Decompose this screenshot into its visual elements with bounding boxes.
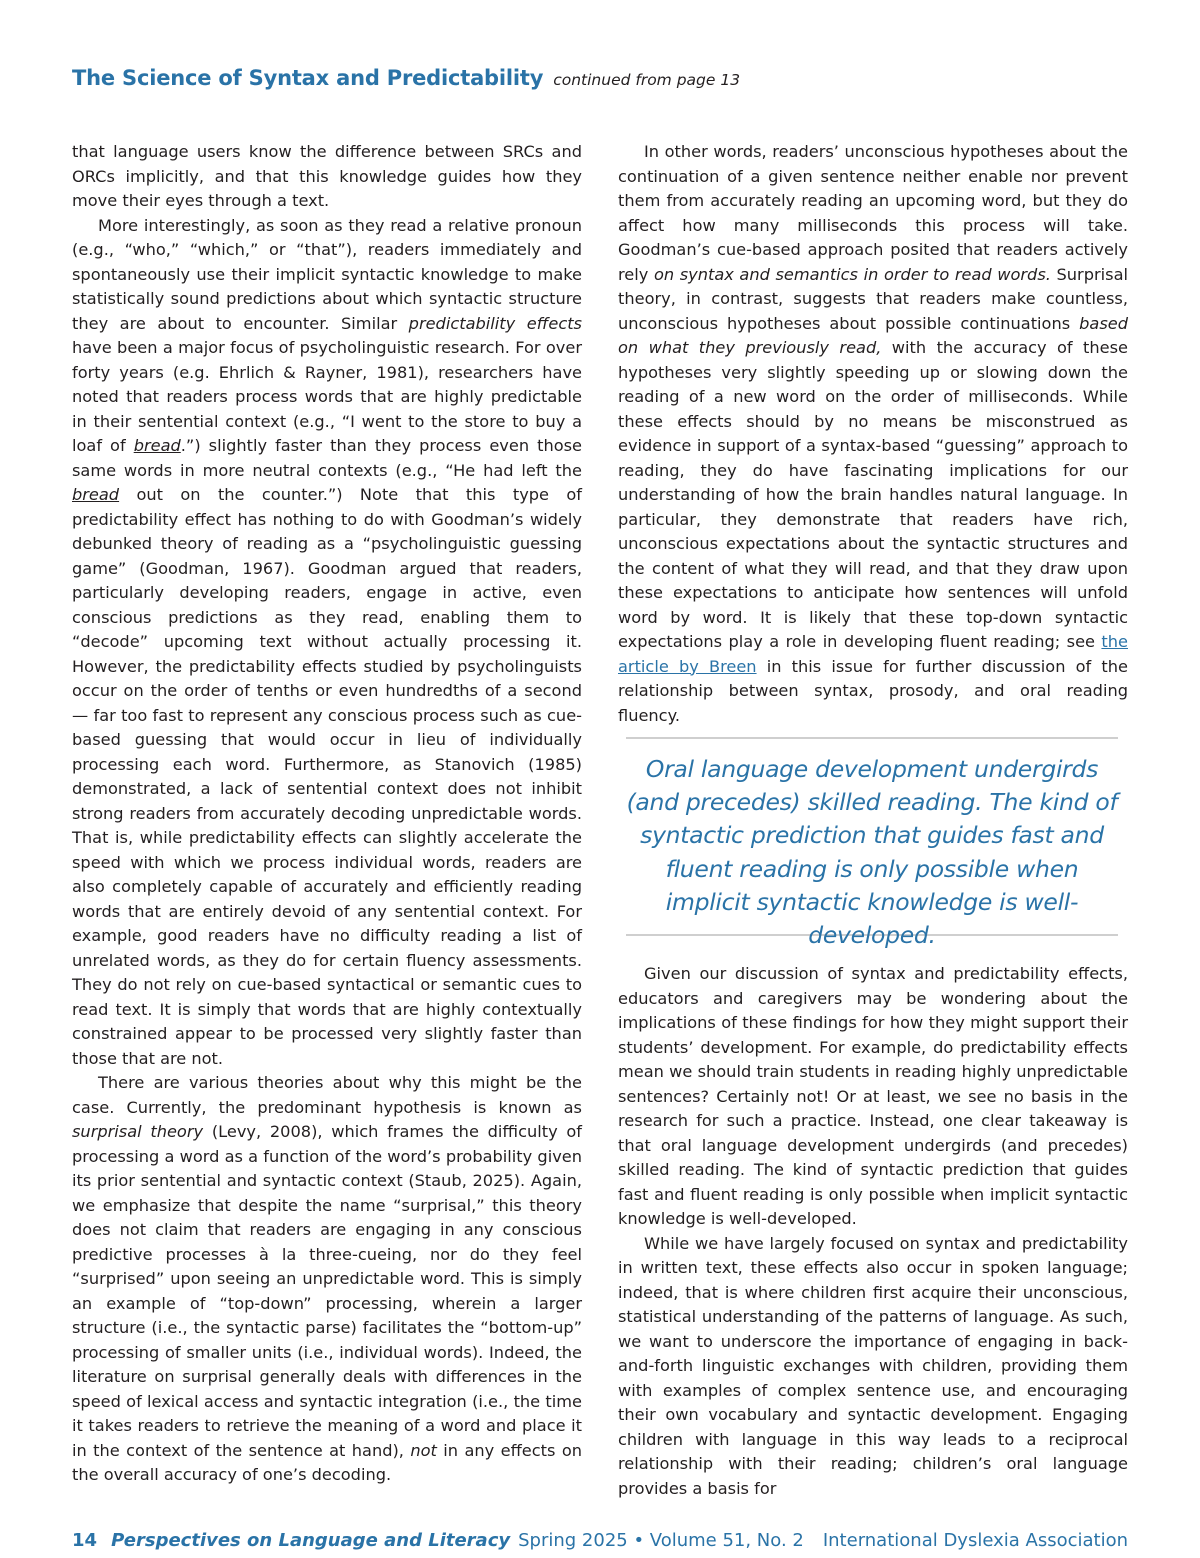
emphasis: bread [72,485,120,504]
right-column-top [618,140,1128,728]
pull-quote-text: Oral language development undergirds (and precedes) skilled reading. The kind of syntactic prediction that guides fast and fluent reading is only possible when implicit syntactic knowledge is well-developed. [626,755,1118,950]
pull-quote [626,737,1118,950]
right-column-bottom [618,962,1128,1501]
left-column [72,140,582,1488]
paragraph: that language users know the difference between SRCs and ORCs implicitly, and that this knowledge guides how they move their eyes through a text. [72,142,582,210]
continued-note: continued from page 13 [553,71,741,89]
emphasis: surprisal theory [72,1122,204,1141]
breen-article-link[interactable]: the article by Breen [618,632,1128,676]
emphasis: bread [133,436,181,455]
paragraph: More interestingly, as soon as they read a relative pronoun (e.g., “who,” “which,” or “that”), readers immediately and spontaneously use their implicit syntactic knowledge to make statistically sound predictions about which syntactic structure they are about to encounter. Similar predictability effects have been a major focus of psycholinguistic research. For over forty years (e.g. Ehrlich & Rayner, 1981), researchers have noted that readers process words that are highly predictable in their sentential context (e.g., “I went to the store to buy a loaf of bread.”) slightly faster than they process even those same words in more neutral contexts (e.g., “He had left the bread out on the counter.”) Note that this type of predictability effect has nothing to do with Goodman’s widely debunked theory of reading as a “psycholinguistic guessing game” (Goodman, 1967). Goodman argued that readers, particularly developing readers, engage in active, even conscious predictions as they read, enabling them to “decode” upcoming text without actually processing it. However, the predictability effects studied by psycholinguists occur on the order of tenths or even hundredths of a second — far too fast to represent any conscious process such as cue-based guessing that would occur in lieu of individually processing each word. Furthermore, as Stanovich (1985) demonstrated, a lack of sentential context does not inhibit strong readers from accurately decoding unpredictable words. That is, while predictability effects can slightly accelerate the speed with which we process individual words, readers are also completely capable of accurately and efficiently reading words that are entirely devoid of any sentential context. For example, good readers have no difficulty reading a list of unrelated words, as they do for certain fluency assessments. They do not rely on cue-based syntactical or semantic cues to read text. It is simply that words that are highly contextually constrained appear to be processed very slightly faster than those that are not. [72,215,583,1068]
issue-info: Spring 2025 • Volume 51, No. 2 [518,1530,804,1551]
paragraph: While we have largely focused on syntax and predictability in written text, these effects also occur in spoken language; indeed, that is where children first acquire their unconscious, statistical understanding of the patterns of language. As such, we want to underscore the importance of engaging in back-and-forth linguistic exchanges with children, providing them with examples of complex sentence use, and encouraging their own vocabulary and syntactic development. Engaging children with language in this way leads to a reciprocal relationship with their reading; children’s oral language provides a basis for [618,1233,1128,1498]
article-title: The Science of Syntax and Predictability [72,66,544,90]
paragraph: In other words, readers’ unconscious hypotheses about the continuation of a given sentence neither enable nor prevent them from accurately reading an upcoming word, but they do affect how many milliseconds this process will take. Goodman’s cue-based approach posited that readers actively rely on syntax and semantics in order to read words. Surprisal theory, in contrast, suggests that readers make countless, unconscious hypotheses about possible continuations based on what they previously read, with the accuracy of these hypotheses very slightly speeding up or slowing down the reading of a new word on the order of milliseconds. While these effects should by no means be misconstrued as evidence in support of a syntax-based “guessing” approach to reading, they do have fascinating implications for our understanding of how the brain handles natural language. In particular, they demonstrate that readers have rich, unconscious expectations about the syntactic structures and the content of what they will read, and that they draw upon these expectations to anticipate how sentences will unfold word by word. It is likely that these top-down syntactic expectations play a role in developing fluent reading; see the article by Breen in this issue for further discussion of the relationship between syntax, prosody, and oral reading fluency. [618,142,1128,725]
emphasis: based on what they previously read, [618,313,1128,357]
paragraph: There are various theories about why this might be the case. Currently, the predominant hypothesis is known as surprisal theory (Levy, 2008), which frames the difficulty of processing a word as a function of the word’s probability given its prior sentential and syntactic context (Staub, 2025). Again, we emphasize that despite the name “surprisal,” this theory does not claim that readers are engaging in any conscious predictive processes à la three-cueing, nor do they feel “surprised” upon seeing an unpredictable word. This is simply an example of “top-down” processing, wherein a larger structure (i.e., the syntactic parse) facilitates the “bottom-up” processing of smaller units (i.e., individual words). Indeed, the literature on surprisal generally deals with differences in the speed of lexical access and syntactic integration (i.e., the time it takes readers to retrieve the meaning of a word and place it in the context of the sentence at hand), not in any effects on the overall accuracy of one’s decoding. [72,1073,582,1484]
paragraph: Given our discussion of syntax and predictability effects, educators and caregivers may be wondering about the implications of these findings for how they might support their students’ development. For example, do predictability effects mean we should train students in reading highly unpredictable sentences? Certainly not! Or at least, we see no basis in the research for such a practice. Instead, one clear takeaway is that oral language development undergirds (and precedes) skilled reading. The kind of syntactic prediction that guides fast and fluent reading is only possible when implicit syntactic knowledge is well-developed. [618,964,1128,1228]
journal-title: Perspectives on Language and Literacy [111,1530,511,1551]
emphasis: on syntax and semantics in order to read words. [653,264,1051,284]
page-footer [72,1527,1128,1555]
emphasis: not [410,1440,437,1460]
emphasis: predictability effects [408,313,582,333]
page-header [72,66,740,90]
organization-name: International Dyslexia Association [822,1530,1128,1551]
page-number: 14 [72,1530,98,1551]
